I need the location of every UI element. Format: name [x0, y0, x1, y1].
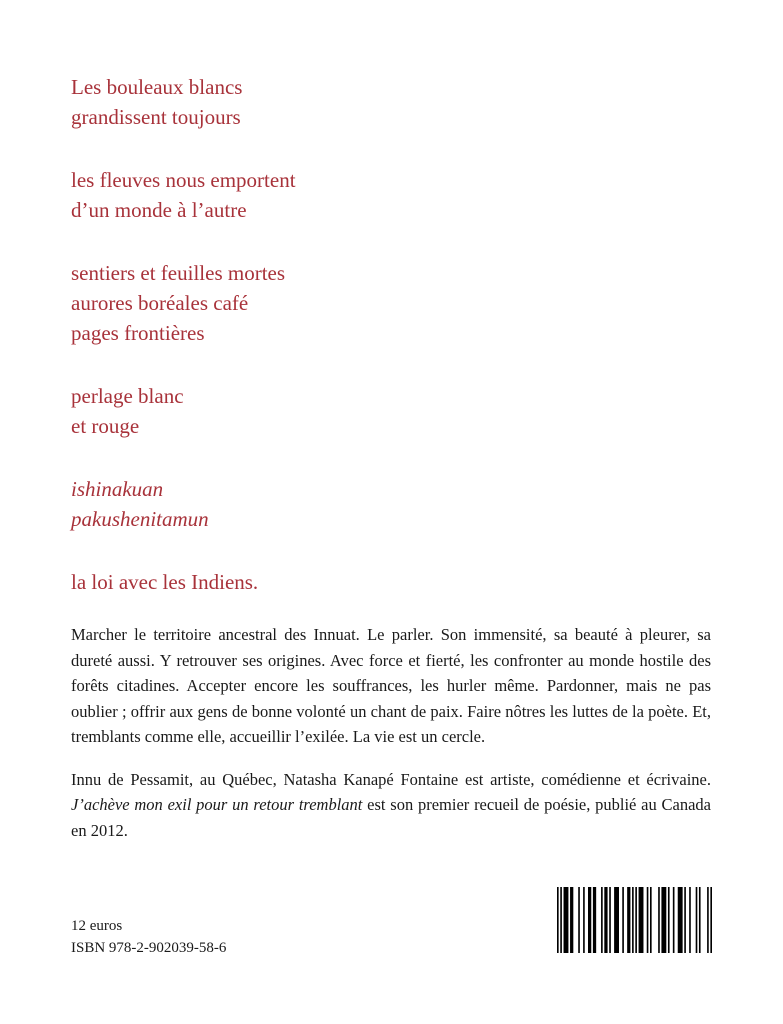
barcode — [557, 887, 712, 953]
poem-line: les fleuves nous emportent — [71, 168, 296, 192]
barcode-bar — [604, 887, 607, 953]
barcode-bar — [560, 887, 562, 953]
barcode-bar — [661, 887, 666, 953]
barcode-bar — [707, 887, 709, 953]
barcode-bar — [647, 887, 649, 953]
poem-stanza — [71, 258, 671, 348]
barcode-bar — [710, 887, 712, 953]
barcode-bar — [578, 887, 580, 953]
poem-line: grandissent toujours — [71, 105, 241, 129]
author-bio-text: Innu de Pessamit, au Québec, Natasha Kanapé Fontaine est artiste, comédienne et écrivaine. — [71, 769, 711, 789]
price: 12 euros — [71, 918, 123, 934]
poem-stanza — [71, 474, 671, 534]
blurb-paragraph-1: Marcher le territoire ancestral des Innuat. Le parler. Son immensité, sa beauté à pleurer, sa dureté aussi. Y retrouver ses origines. Avec force et fierté, les confronter au monde hostile des forêts citadines. Accepter encore les souffrances, les hurler même. Pardonner, mais ne pas oublier ; offrir aux gens de bonne volonté un chant de paix. Faire nôtres les luttes de la poète. Et, tremblants comme elle, accueillir l’exilée. La vie est un cercle. — [71, 625, 711, 746]
poem-stanza — [71, 165, 671, 225]
poem-line: d’un monde à l’autre — [71, 198, 247, 222]
poem-line: ishinakuan — [71, 477, 164, 501]
poem-line: pakushenitamun — [71, 507, 209, 531]
barcode-bar — [658, 887, 660, 953]
poem-line: aurores boréales café — [71, 291, 249, 315]
barcode-bar — [699, 887, 701, 953]
barcode-bar — [678, 887, 683, 953]
poem-line: pages frontières — [71, 321, 205, 345]
barcode-bar — [614, 887, 619, 953]
author-bio-text-end: est son premier recueil de poésie, publié au Canada en 2012. — [71, 795, 711, 840]
blurb-paragraph-2 — [71, 767, 711, 844]
barcode-bar — [632, 887, 634, 953]
barcode-bar — [689, 887, 691, 953]
barcode-bar — [696, 887, 698, 953]
barcode-bar — [564, 887, 569, 953]
barcode-bar — [601, 887, 603, 953]
poem-line: et rouge — [71, 414, 140, 438]
barcode-bar — [650, 887, 652, 953]
book-blurb — [71, 622, 711, 860]
poem-line: sentiers et feuilles mortes — [71, 261, 286, 285]
poem-line: la loi avec les Indiens. — [71, 570, 259, 594]
barcode-bar — [583, 887, 585, 953]
barcode-bar — [609, 887, 611, 953]
poem-line: Les bouleaux blancs — [71, 75, 243, 99]
barcode-bar — [635, 887, 637, 953]
barcode-bar — [570, 887, 573, 953]
poem-line: perlage blanc — [71, 384, 184, 408]
price-isbn-block — [71, 915, 226, 959]
barcode-bar — [639, 887, 644, 953]
poem-stanza — [71, 567, 671, 597]
book-title-reference: J’achève mon exil pour un retour tremblant — [71, 795, 363, 814]
barcode-bar — [593, 887, 596, 953]
barcode-bar — [622, 887, 624, 953]
isbn: ISBN 978-2-902039-58-6 — [71, 940, 227, 956]
barcode-bar — [684, 887, 686, 953]
barcode-bar — [668, 887, 670, 953]
barcode-bar — [673, 887, 675, 953]
poem-stanza — [71, 72, 671, 132]
barcode-bar — [627, 887, 630, 953]
poem-stanza — [71, 381, 671, 441]
poem — [71, 72, 671, 630]
barcode-bar — [588, 887, 591, 953]
barcode-bar — [557, 887, 559, 953]
